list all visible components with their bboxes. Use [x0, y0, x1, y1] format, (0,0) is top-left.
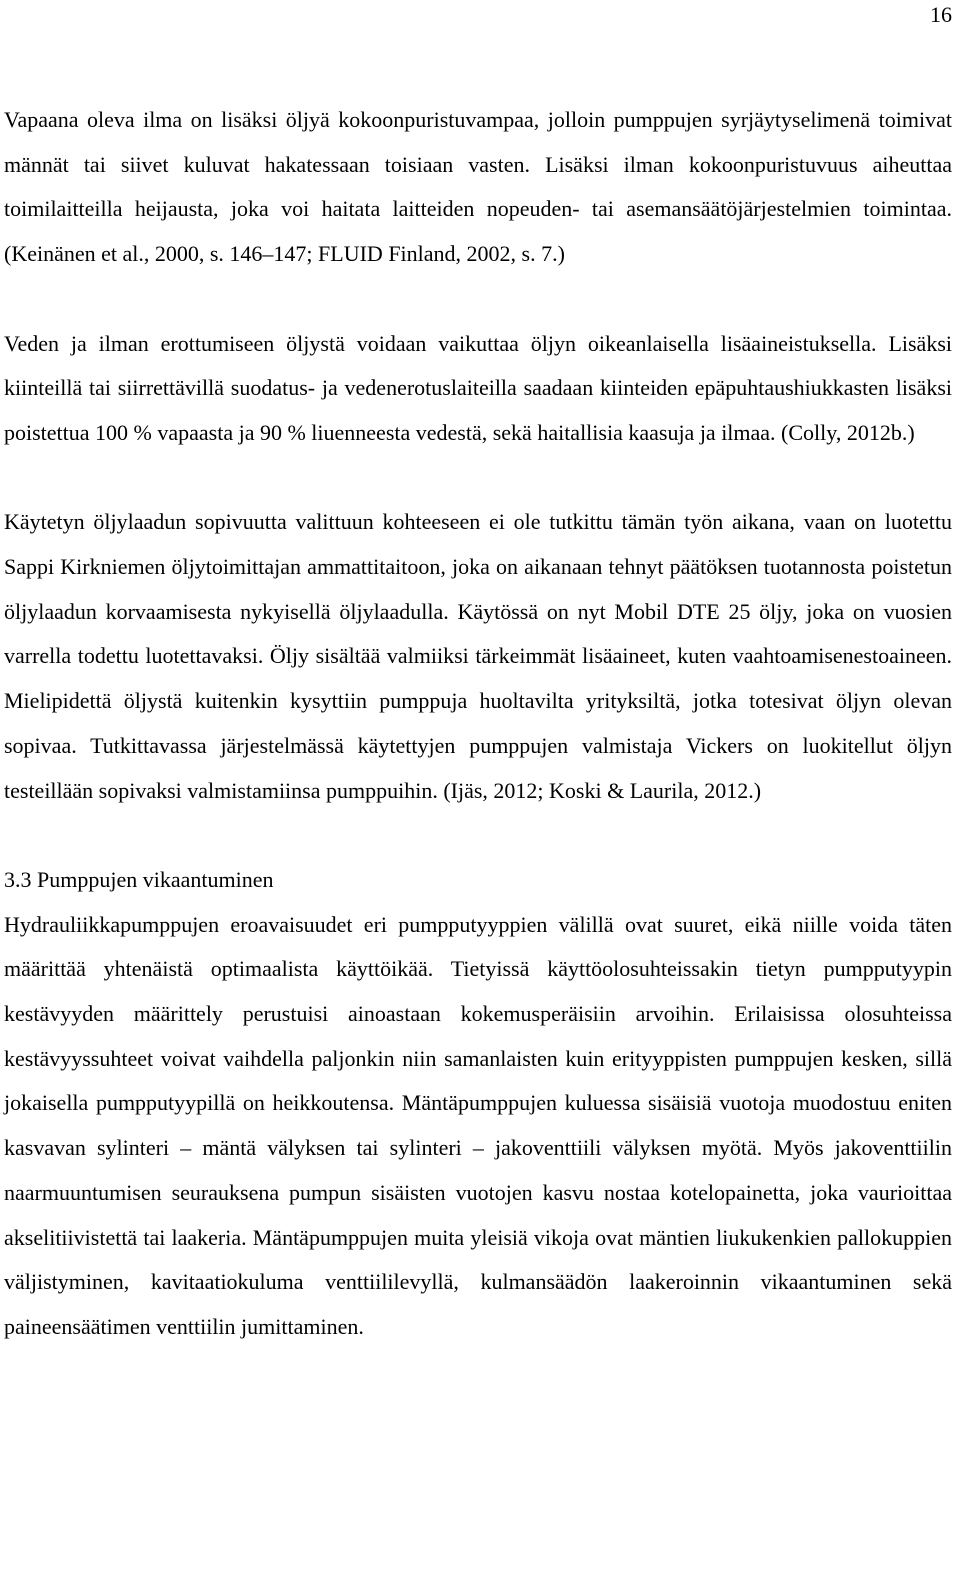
- paragraph-spacer: [4, 456, 952, 501]
- paragraph-oil-suitability: Käytetyn öljylaadun sopivuutta valittuun kohteeseen ei ole tutkittu tämän työn aikana, vaan on luotettu Sappi Kirkniemen öljytoimittajan ammattitaitoon, joka on aikanaan tehnyt päätöksen tuotannosta poistetun öljylaadun korvaamisesta nykyisellä öljylaadulla. Käytössä on nyt Mobil DTE 25 öljy, joka on vuosien varrella todettu luotettavaksi. Öljy sisältää valmiiksi tärkeimmät lisäaineet, kuten vaahtoamisenestoaineen. Mielipidettä öljystä kuitenkin kysyttiin pumppuja huoltavilta yrityksiltä, jotka totesivat öljyn olevan sopivaa. Tutkittavassa järjestelmässä käytettyjen pumppujen valmistaja Vickers on luokitellut öljyn testeillään sopivaksi valmistamiinsa pumppuihin. (Ijäs, 2012; Koski & Laurila, 2012.): [4, 509, 952, 803]
- paragraph-pump-failure: Hydrauliikkapumppujen eroavaisuudet eri pumpputyyppien välillä ovat suuret, eikä niille voida täten määrittää yhtenäistä optimaalista käyttöikää. Tietyissä käyttöolosuhteissakin tietyn pumpputyypin kestävyyden määrittely perustuisi ainoastaan kokemusperäisiin arvoihin. Erilaisissa olosuhteissa kestävyyssuhteet voivat vaihdella paljonkin niin samanlaisten kuin erityyppisten pumppujen kesken, sillä jokaisella pumpputyypillä on heikkoutensa. Mäntäpumppujen kuluessa sisäisiä vuotoja muodostuu eniten kasvavan sylinteri – mäntä välyksen tai sylinteri – jakoventtiili välyksen myötä. Myös jakoventtiilin naarmuuntumisen seurauksena pumpun sisäisten vuotojen kasvu nostaa kotelopainetta, joka vaurioittaa akselitiivistettä tai laakeria. Mäntäpumppujen muita yleisiä vikoja ovat mäntien liukukenkien pallokuppien väljistyminen, kavitaatiokuluma venttiililevyllä, kulmansäädön laakeroinnin vikaantuminen sekä paineensäätimen venttiilin jumittaminen.: [4, 911, 952, 1339]
- paragraph-water-air-separation: Veden ja ilman erottumiseen öljystä voidaan vaikuttaa öljyn oikeanlaisella lisäaineistuksella. Lisäksi kiinteillä tai siirrettävillä suodatus- ja vedenerotuslaiteilla saadaan kiinteiden epäpuhtaushiukkasten lisäksi poistettua 100 % vapaasta ja 90 % liuenneesta vedestä, sekä haitallisia kaasuja ja ilmaa. (Colly, 2012b.): [4, 330, 952, 445]
- section-heading: 3.3 Pumppujen vikaantuminen: [4, 866, 274, 892]
- paragraph-air-compressibility: Vapaana oleva ilma on lisäksi öljyä kokoonpuristuvampaa, jolloin pumppujen syrjäytyselimenä toimivat männät tai siivet kuluvat hakatessaan toisiaan vasten. Lisäksi ilman kokoonpuristuvuus aiheuttaa toimilaitteilla heijausta, joka voi haitata laitteiden nopeuden- tai asemansäätöjärjestelmien toimintaa. (Keinänen et al., 2000, s. 146–147; FLUID Finland, 2002, s. 7.): [4, 107, 952, 267]
- page-number: 16: [930, 2, 952, 27]
- paragraph-spacer: [4, 813, 952, 858]
- document-body: [4, 98, 952, 1350]
- paragraph-spacer: [4, 277, 952, 322]
